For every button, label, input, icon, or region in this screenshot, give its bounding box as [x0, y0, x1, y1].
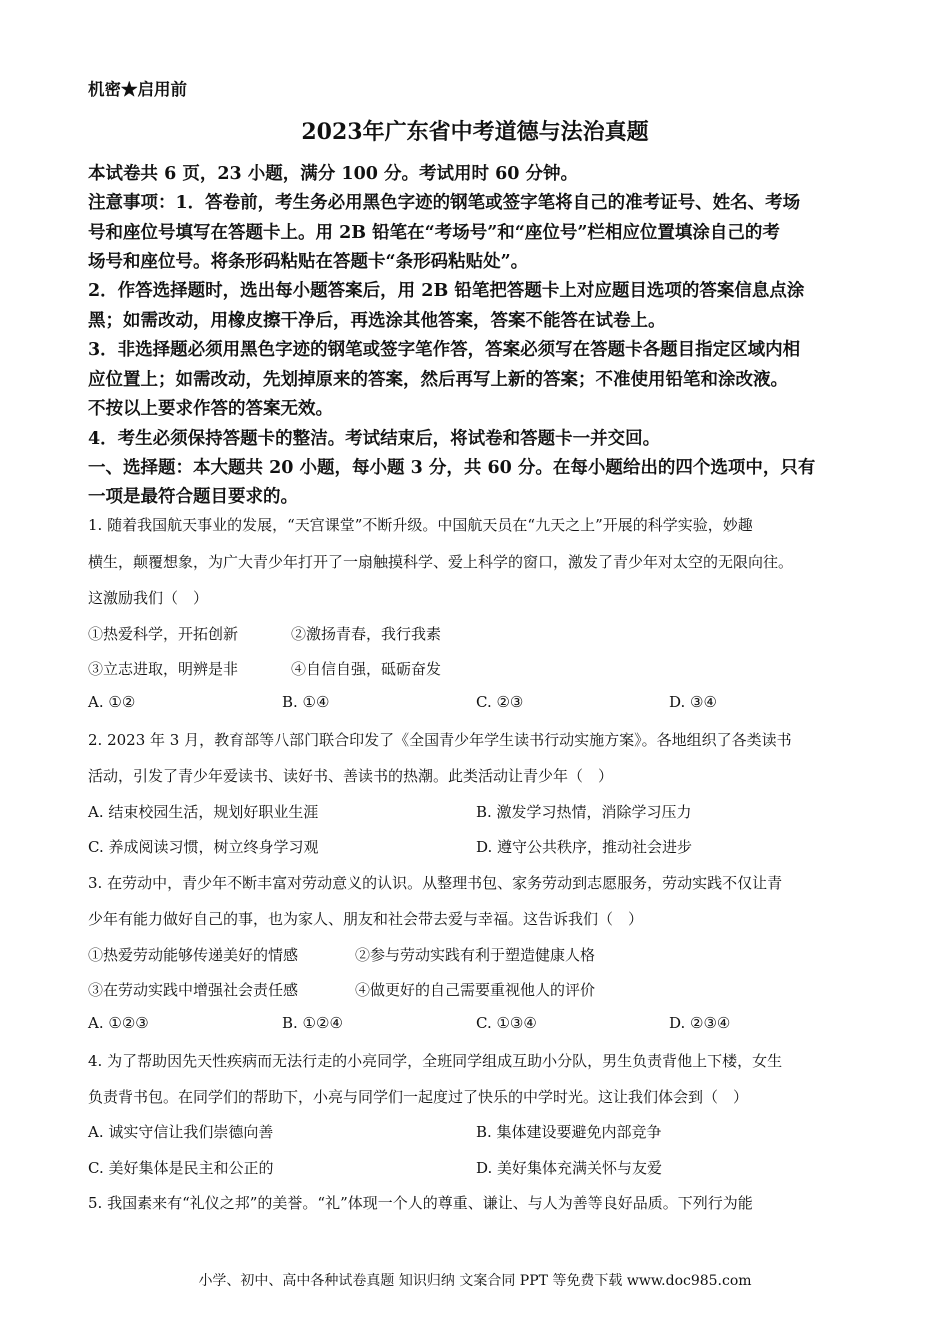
instruction-line: 号和座位号填写在答题卡上。用 2B 铅笔在“考场号”和“座位号”栏相应位置填涂自己的考: [88, 223, 780, 243]
question-text: 2. 2023 年 3 月，教育部等八部门联合印发了《全国青少年学生读书行动实施方案》。各地组织了各类读书: [88, 731, 792, 749]
instruction-line: 场号和座位号。将条形码粘贴在答题卡“条形码粘贴处”。: [88, 252, 529, 272]
option-b: B. 激发学习热情，消除学习压力: [476, 803, 692, 821]
instruction-line: 应位置上；如需改动，先划掉原来的答案，然后再写上新的答案；不准使用铅笔和涂改液。: [88, 370, 788, 390]
exam-summary: 本试卷共 6 页，23 小题，满分 100 分。考试用时 60 分钟。: [88, 164, 579, 184]
option-d: D. 遵守公共秩序，推动社会进步: [476, 838, 693, 856]
instruction-line: 2．作答选择题时，选出每小题答案后，用 2B 铅笔把答题卡上对应题目选项的答案信息点涂: [88, 281, 805, 301]
option-c: C. ①③④: [476, 1014, 537, 1032]
question-text: 横生，颠覆想象，为广大青少年打开了一扇触摸科学、爱上科学的窗口，激发了青少年对太空的无限向往。: [88, 553, 794, 571]
option-c: C. 美好集体是民主和公正的: [88, 1159, 274, 1177]
instruction-line: 3．非选择题必须用黑色字迹的钢笔或签字笔作答，答案必须写在答题卡各题目指定区域内相: [88, 340, 801, 360]
statement: ①热爱科学，开拓创新: [88, 625, 239, 643]
confidential-mark: 机密★启用前: [88, 80, 187, 99]
option-b: B. ①④: [282, 693, 330, 711]
option-a: A. 诚实守信让我们崇德向善: [88, 1123, 274, 1141]
instruction-line: 注意事项：1．答卷前，考生务必用黑色字迹的钢笔或签字笔将自己的准考证号、姓名、考场: [88, 193, 801, 213]
question-text: 3. 在劳动中，青少年不断丰富对劳动意义的认识。从整理书包、家务劳动到志愿服务，劳动实践不仅让青: [88, 874, 783, 892]
option-d: D. ③④: [669, 693, 717, 711]
section-heading: 一项是最符合题目要求的。: [88, 487, 298, 507]
option-b: B. ①②④: [282, 1014, 343, 1032]
question-text: 活动，引发了青少年爱读书、读好书、善读书的热潮。此类活动让青少年（ ）: [88, 767, 614, 785]
statement: ③立志进取，明辨是非: [88, 660, 239, 678]
statement: ②参与劳动实践有利于塑造健康人格: [355, 946, 596, 964]
option-b: B. 集体建设要避免内部竞争: [476, 1123, 662, 1141]
statement: ④自信自强，砥砺奋发: [291, 660, 442, 678]
statement: ④做更好的自己需要重视他人的评价: [355, 981, 596, 999]
question-text: 4. 为了帮助因先天性疾病而无法行走的小亮同学，全班同学组成互助小分队，男生负责背他上下楼，女生: [88, 1052, 783, 1070]
option-c: C. ②③: [476, 693, 524, 711]
option-c: C. 养成阅读习惯，树立终身学习观: [88, 838, 319, 856]
option-d: D. ②③④: [669, 1014, 731, 1032]
option-a: A. ①②: [88, 693, 136, 711]
question-text: 这激励我们（ ）: [88, 589, 209, 607]
page-title: 2023年广东省中考道德与法治真题: [301, 119, 649, 145]
page-footer: 小学、初中、高中各种试卷真题 知识归纳 文案合同 PPT 等免费下载 www.doc985.com: [198, 1273, 752, 1289]
instruction-line: 黑；如需改动，用橡皮擦干净后，再选涂其他答案，答案不能答在试卷上。: [88, 311, 666, 331]
statement: ②激扬青春，我行我素: [291, 625, 442, 643]
question-text: 负责背书包。在同学们的帮助下，小亮与同学们一起度过了快乐的中学时光。这让我们体会到（ ）: [88, 1088, 749, 1106]
option-a: A. 结束校园生活，规划好职业生涯: [88, 803, 319, 821]
question-text: 少年有能力做好自己的事，也为家人、朋友和社会带去爱与幸福。这告诉我们（ ）: [88, 910, 644, 928]
question-text: 1. 随着我国航天事业的发展，“天宫课堂”不断升级。中国航天员在“九天之上”开展的科学实验，妙趣: [88, 516, 753, 534]
instruction-line: 不按以上要求作答的答案无效。: [88, 399, 333, 419]
statement: ①热爱劳动能够传递美好的情感: [88, 946, 299, 964]
section-heading: 一、选择题：本大题共 20 小题，每小题 3 分，共 60 分。在每小题给出的四个选项中，只有: [88, 458, 816, 478]
option-d: D. 美好集体充满关怀与友爱: [476, 1159, 663, 1177]
statement: ③在劳动实践中增强社会责任感: [88, 981, 299, 999]
option-a: A. ①②③: [88, 1014, 149, 1032]
question-text: 5. 我国素来有“礼仪之邦”的美誉。“礼”体现一个人的尊重、谦让、与人为善等良好品质。下列行为能: [88, 1194, 753, 1212]
instruction-line: 4．考生必须保持答题卡的整洁。考试结束后，将试卷和答题卡一并交回。: [88, 429, 661, 449]
